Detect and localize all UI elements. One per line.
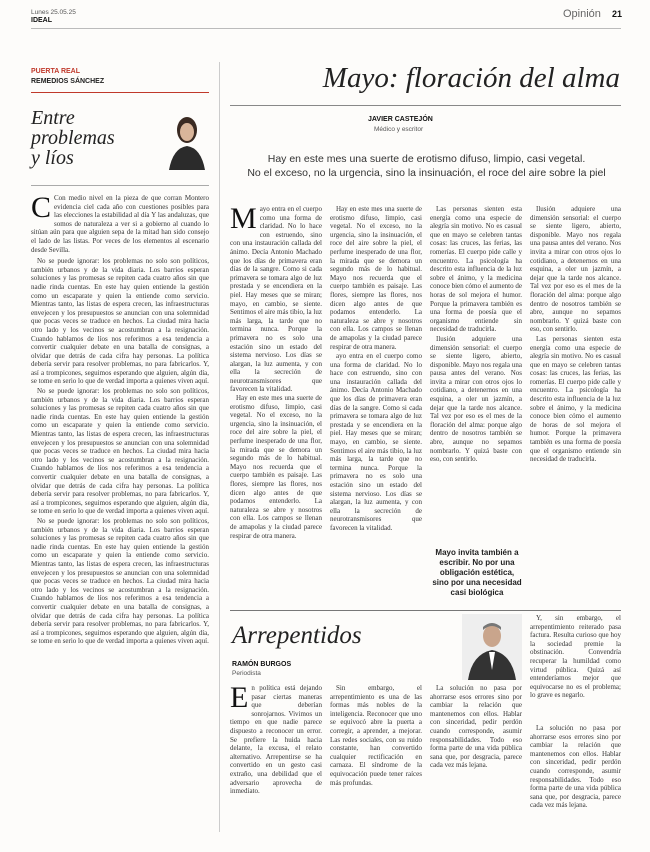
header-rule xyxy=(31,28,621,29)
main-subtitle-line2: No el exceso, no la urgencia, sino la insinuación, el roce del aire sobre la piel xyxy=(247,167,606,179)
left-title-line3: y líos xyxy=(31,147,74,169)
left-body-rest-2: No se puede ignorar: los problemas no solo son políticos, también urbanos y de la vida diaria. Los barrios esperan soluciones y las promesas se repiten cada cuatro años sin que nadie rinda cuentas. En este hay quien entiende la gestión como un escaparate y quien la entiende como servicio. Mientras tanto, las listas de espera crecen, las infraestructuras envejecen y los presupuestos se anuncian con una solemnidad que pocas veces se traduce en hechos. La ciudad mira hacia otro lado y los vecinos se acostumbran a la resignación. Cuando hablamos de líos nos referimos a esa tendencia a convertir cualquier debate en una batalla de consignas, a olvidar que detrás de cada cifra hay personas. La política debería servir para resolver problemas, no para fabricarlos. Y, así a trompicones, seguimos esperando que alguien, algún día, se tome en serio lo que de verdad importa a quienes viven aquí. xyxy=(31,387,209,516)
main-col4-text-b: Las personas sienten esta energía como una especie de alegría sin motivo. No es casual que en mayo se celebren tantas cosas: las cruces, las ferias, las romerías. El cuerpo pide calle y encuentro. La psicología ha descrito esta influencia de la luz sobre el ánimo, y la medicina conoce bien cómo el aumento de horas de sol mejora el humor. Porque la primavera también es una forma de poesía que el organismo entiende sin necesidad de traducirla. xyxy=(530,334,621,464)
left-body-first: Con medio nivel en la pieza de que corran Montero evidencia ciel cada año con cuestiones posibles para las elecciones la estabilidad al día Y las andaluzas, que somos de naturaleza a ver si a gobierno al cuando lo sitúan aún para que alguien sepa de la mitad han sido consejo el lado de las listas. Por veces de los elementos al escenario desde Sevilla. xyxy=(31,194,209,254)
main-col1-text-b: Hay en este mes una suerte de erotismo difuso, limpio, casi vegetal. No el exceso, no la urgencia, sino la insinuación, el roce del aire sobre la piel, el perfume inesperado de una flor, la mirada que se demora un segundo más de lo habitual. Mayo nos recuerda que el cuerpo también es paisaje. Las flores, siempre las flores, nos dicen algo antes de que podamos entenderlo. La naturaleza se abre y nosotros con ella. Los campos se llenan de amapolas y la ciudad parece respirar de otra manera. xyxy=(230,394,322,540)
header-date: Lunes 25.05.25 xyxy=(31,9,76,16)
page-number: 21 xyxy=(612,9,623,19)
main-title-rule xyxy=(230,105,621,106)
main-col3-text-b: Ilusión adquiere una dimensión sensorial: el cuerpo se siente ligero, abierto, disponible. Mayo nos regala una pausa antes del verano. Nos invita a mirar con otros ojos lo cotidiano, a detenernos en una esquina, a oler un jazmín, a dejar que la tarde nos alcance. Tal vez por eso es el mes de la floración del alma: porque algo dentro de nosotros también se abre, aunque no sepamos nombrarlo. Y quizá baste con eso, con sentirlo. xyxy=(430,334,522,464)
author-photo-remedios xyxy=(163,108,209,170)
portrait-illustration-2 xyxy=(462,614,522,680)
dropcap-m: M xyxy=(230,202,257,235)
left-body-rest: No se puede ignorar: los problemas no solo son políticos, también urbanos y de la vida diaria. Los barrios esperan soluciones y las promesas se repiten cada cuatro años sin que nadie rinda cuentas. En este hay quien entiende la gestión como un escaparate y quien la entiende como servicio. Mientras tanto, las listas de espera crecen, las infraestructuras envejecen y los presupuestos se anuncian con una solemnidad que pocas veces se traduce en hechos. La ciudad mira hacia otro lado y los vecinos se acostumbran a la resignación. Cuando hablamos de líos nos referimos a esa tendencia a convertir cualquier debate en una batalla de consignas, a olvidar que detrás de cada cifra hay personas. La política debería servir para resolver problemas, no para fabricarlos. Y, así a trompicones, seguimos esperando que alguien, algún día, se tome en serio lo que de verdad importa a quienes viven aquí. xyxy=(31,257,209,386)
dropcap-c: C xyxy=(31,191,52,224)
section-divider xyxy=(230,610,621,611)
bottom-col-3b xyxy=(430,684,522,834)
bottom-col-3 xyxy=(530,614,621,724)
bottom-col4-text: La solución no pasa por ahorrarse esos errores sino por cambiar la relación que mantenemos con ellos. Hablar con sinceridad, pedir perdón cuando corresponde, asumir responsabilidades. Todo eso forma parte de una vida pública sana que, por desgracia, parece cada vez más lejana. xyxy=(530,724,621,810)
main-col1-text: ayo entra en el cuerpo como una forma de claridad. No lo hace con estruendo, sino con una instauración callada del ánimo. Decía Antonio Machado que los días de primavera eran días de la sangre. Como si cada primavera se tomara algo de luz prestada y se encendiera en la piel. Hay meses que se miran; mayo, en cambio, se siente. Sentimos el aire más tibio, la luz más larga, la tarde que no termina nunca. Porque la primavera no es solo una estación sino un estado del sistema nervioso. Los días se alargan, la luz aumenta, y con ella la secreción de neurotransmisores que favorecen la vitalidad. xyxy=(230,205,322,394)
column-divider xyxy=(219,62,220,832)
main-col3-text: Las personas sienten esta energía como una especie de alegría sin motivo. No es casual que en mayo se celebren tantas cosas: las cruces, las ferias, las romerías. El cuerpo pide calle y encuentro. La psicología ha descrito esta influencia de la luz sobre el ánimo, y la medicina conoce bien cómo el aumento de horas de sol mejora el humor. Porque la primavera también es una forma de poesía que el organismo entiende sin necesidad de traducirla. xyxy=(430,205,522,334)
bottom-col-4 xyxy=(530,724,621,834)
bottom-author-role: Periodista xyxy=(232,670,261,677)
main-col2-text: Hay en este mes una suerte de erotismo difuso, limpio, casi vegetal. No el exceso, no la urgencia, sino la insinuación, el roce del aire sobre la piel, el perfume inesperado de una flor, la mirada que se demora un segundo más de lo habitual. Mayo nos recuerda que el cuerpo también es paisaje. Las flores, siempre las flores, nos dicen algo antes de que podamos entenderlo. La naturaleza se abre y nosotros con ella. Los campos se llenan de amapolas y la ciudad parece respirar de otra manera. xyxy=(330,205,422,351)
bottom-col3b-text: La solución no pasa por ahorrarse esos errores sino por cambiar la relación que mantenemos con ellos. Hablar con sinceridad, pedir perdón cuando corresponde, asumir responsabilidades. Todo eso forma parte de una vida pública sana que, por desgracia, parece cada vez más lejana. xyxy=(430,684,522,770)
author-photo-ramon xyxy=(462,614,522,680)
left-rule-top xyxy=(31,92,209,93)
main-col-3 xyxy=(430,205,522,545)
main-author: JAVIER CASTEJÓN xyxy=(368,116,433,123)
main-col-4 xyxy=(530,205,621,550)
portrait-illustration xyxy=(163,108,209,170)
dropcap-e: E xyxy=(230,681,249,714)
left-author: REMEDIOS SÁNCHEZ xyxy=(31,78,105,85)
bottom-col2-text: Sin embargo, el arrepentimiento es una de las formas más nobles de la inteligencia. Reconocer que uno se equivocó abre la puerta a corregir, a aprender, a mejorar. Las redes sociales, con su ruido constante, han convertido cualquier rectificación en carnaza. El síndrome de la equivocación puede tener raíces más profundas. xyxy=(330,684,422,787)
left-rule-mid xyxy=(31,185,209,186)
main-col4-text: Ilusión adquiere una dimensión sensorial: el cuerpo se siente ligero, abierto, disponible. Mayo nos regala una pausa antes del verano. Nos invita a mirar con otros ojos lo cotidiano, a detenernos en una esquina, a oler un jazmín, a dejar que la tarde nos alcance. Tal vez por eso es el mes de la floración del alma: porque algo dentro de nosotros también se abre, aunque no sepamos nombrarlo. Y quizá baste con eso, con sentirlo. xyxy=(530,205,621,334)
header-brand: IDEAL xyxy=(31,17,52,24)
main-col-1 xyxy=(230,202,322,540)
left-title-line1: Entre xyxy=(31,107,75,129)
main-subtitle-line1: Hay en este mes una suerte de erotismo difuso, limpio, casi vegetal. xyxy=(267,153,586,165)
main-title: Mayo: floración del alma xyxy=(322,62,620,94)
bottom-col-1 xyxy=(230,681,322,834)
main-author-role: Médico y escritor xyxy=(374,126,424,133)
left-title xyxy=(31,108,115,168)
main-col2-text-b: ayo entra en el cuerpo como una forma de claridad. No lo hace con estruendo, sino con una instauración callada del ánimo. Decía Antonio Machado que los días de primavera eran días de la sangre. Como si cada primavera se tomara algo de luz prestada y se encendiera en la piel. Hay meses que se miran; mayo, en cambio, se siente. Sentimos el aire más tibio, la luz más larga, la tarde que no termina nunca. Porque la primavera no es solo una estación sino un estado del sistema nervioso. Los días se alargan, la luz aumenta, y con ella la secreción de neurotransmisores que favorecen la vitalidad. xyxy=(330,352,422,532)
main-subtitle xyxy=(232,152,621,180)
kicker: PUERTA REAL xyxy=(31,68,80,75)
left-body-rest-3: No se puede ignorar: los problemas no solo son políticos, también urbanos y de la vida diaria. Los barrios esperan soluciones y las promesas se repiten cada cuatro años sin que nadie rinda cuentas. En este hay quien entiende la gestión como un escaparate y quien la entiende como servicio. Mientras tanto, las listas de espera crecen, las infraestructuras envejecen y los presupuestos se anuncian con una solemnidad que pocas veces se traduce en hechos. La ciudad mira hacia otro lado y los vecinos se acostumbran a la resignación. Cuando hablamos de líos nos referimos a esa tendencia a convertir cualquier debate en una batalla de consignas, a olvidar que detrás de cada cifra hay personas. La política debería servir para resolver problemas, no para fabricarlos. Y, así a trompicones, seguimos esperando que alguien, algún día, se tome en serio lo que de verdad importa a quienes viven aquí. xyxy=(31,516,209,646)
bottom-col1-text: n política está dejando pasar ciertas maneras que deberían sonrojarnos. Vivimos un tiempo en que nadie parece dispuesto a reconocer un error. Se prefiere la huida hacia delante, la excusa, el relato alternativo. Arrepentirse se ha convertido en un gesto casi extraño, una debilidad que el adversario aprovecha de inmediato. xyxy=(230,684,322,796)
left-article-body xyxy=(31,191,209,804)
bottom-col3-text: Y, sin embargo, el arrepentimiento reiterado pasa factura. Resulta curioso que hoy la sociedad premie la obstinación. Convendría recuperar la humildad como virtud pública. Quizá así entenderíamos mejor que equivocarse no es el problema; lo grave es negarlo. xyxy=(530,614,621,700)
main-col-2 xyxy=(330,205,422,532)
section-label: Opinión xyxy=(563,8,601,20)
bottom-title: Arrepentidos xyxy=(232,622,362,649)
pull-quote-text: Mayo invita también a escribir. No por una obligación estética, sino por una necesidad casi biológica xyxy=(432,548,522,597)
bottom-col-2 xyxy=(330,684,422,834)
pull-quote xyxy=(432,548,522,598)
bottom-author: RAMÓN BURGOS xyxy=(232,661,292,668)
left-title-line2: problemas xyxy=(31,127,115,149)
